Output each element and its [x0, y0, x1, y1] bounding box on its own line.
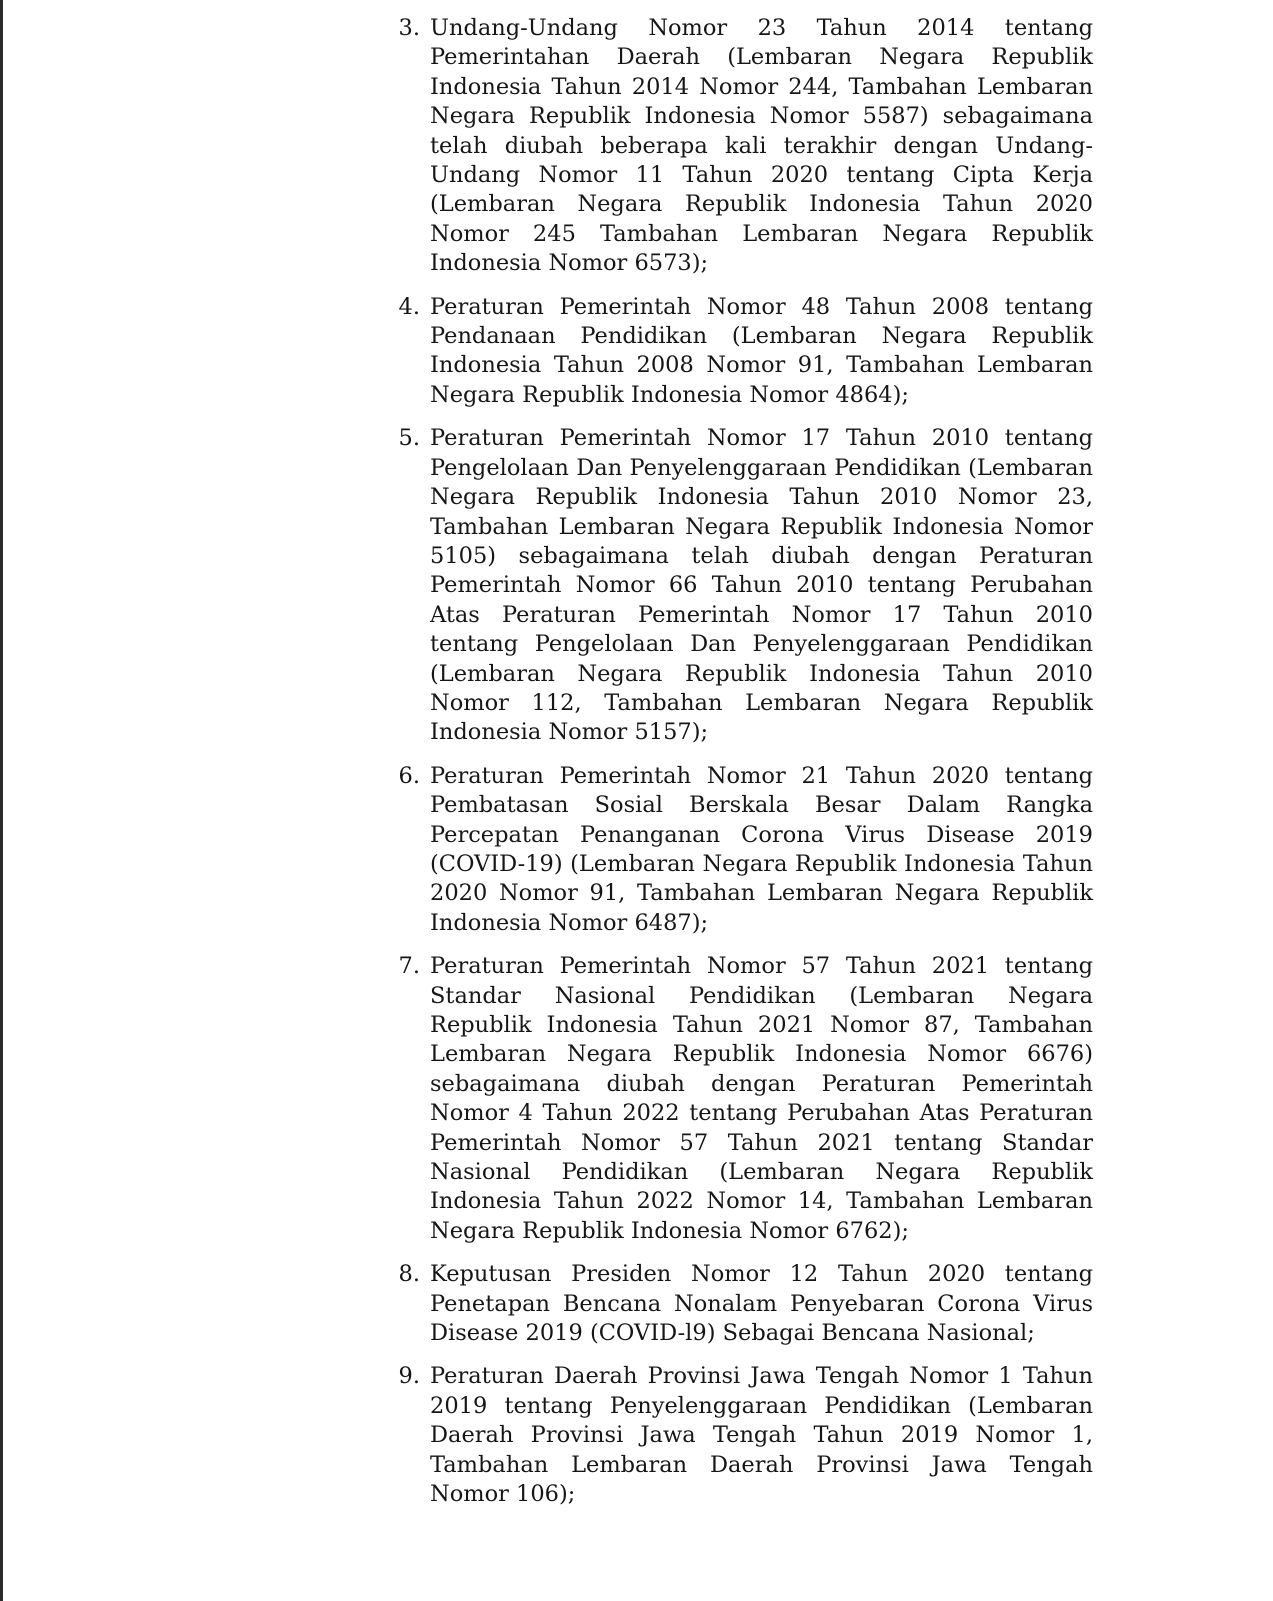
- list-item: [375, 762, 1093, 938]
- item-text: Peraturan Pemerintah Nomor 57 Tahun 2021 tentang Standar Nasional Pendidikan (Lembaran Negara Republik Indonesia Tahun 2021 Nomor 87, Tambahan Lembaran Negara Republik Indonesia Nomor 6676) sebagaimana diubah dengan Peraturan Pemerintah Nomor 4 Tahun 2022 tentang Perubahan Atas Peraturan Pemerintah Nomor 57 Tahun 2021 tentang Standar Nasional Pendidikan (Lembaran Negara Republik Indonesia Tahun 2022 Nomor 14, Tambahan Lembaran Negara Republik Indonesia Nomor 6762);: [430, 953, 1093, 1244]
- legal-basis-list: [375, 14, 1093, 1524]
- item-number: 5.: [398, 425, 420, 452]
- item-number: 6.: [398, 762, 420, 789]
- list-item: [375, 1362, 1093, 1509]
- list-item: [375, 14, 1093, 279]
- item-text: Peraturan Daerah Provinsi Jawa Tengah Nomor 1 Tahun 2019 tentang Penyelenggaraan Pendidikan (Lembaran Daerah Provinsi Jawa Tengah Tahun 2019 Nomor 1, Tambahan Lembaran Daerah Provinsi Jawa Tengah Nomor 106);: [430, 1363, 1093, 1508]
- item-number: 4.: [398, 293, 420, 320]
- item-number: 3.: [398, 15, 420, 41]
- item-number: 9.: [398, 1363, 420, 1390]
- list-item: [375, 293, 1093, 411]
- item-text: Peraturan Pemerintah Nomor 48 Tahun 2008 tentang Pendanaan Pendidikan (Lembaran Negara Republik Indonesia Tahun 2008 Nomor 91, Tambahan Lembaran Negara Republik Indonesia Nomor 4864);: [430, 293, 1093, 408]
- item-text: Peraturan Pemerintah Nomor 17 Tahun 2010 tentang Pengelolaan Dan Penyelenggaraan Pendidikan (Lembaran Negara Republik Indonesia Tahun 2010 Nomor 23, Tambahan Lembaran Negara Republik Indonesia Nomor 5105) sebagaimana telah diubah dengan Peraturan Pemerintah Nomor 66 Tahun 2010 tentang Perubahan Atas Peraturan Pemerintah Nomor 17 Tahun 2010 tentang Pengelolaan Dan Penyelenggaraan Pendidikan (Lembaran Negara Republik Indonesia Tahun 2010 Nomor 112, Tambahan Lembaran Negara Republik Indonesia Nomor 5157);: [430, 425, 1093, 746]
- item-text: Undang-Undang Nomor 23 Tahun 2014 tentang Pemerintahan Daerah (Lembaran Negara Republik Indonesia Tahun 2014 Nomor 244, Tambahan Lembaran Negara Republik Indonesia Nomor 5587) sebagaimana telah diubah beberapa kali terakhir dengan Undang-Undang Nomor 11 Tahun 2020 tentang Cipta Kerja (Lembaran Negara Republik Indonesia Tahun 2020 Nomor 245 Tambahan Lembaran Negara Republik Indonesia Nomor 6573);: [430, 15, 1093, 277]
- item-text: Keputusan Presiden Nomor 12 Tahun 2020 tentang Penetapan Bencana Nonalam Penyebaran Corona Virus Disease 2019 (COVID-l9) Sebagai Bencana Nasional;: [430, 1261, 1093, 1347]
- list-item: [375, 952, 1093, 1246]
- item-number: 7.: [398, 953, 420, 980]
- item-text: Peraturan Pemerintah Nomor 21 Tahun 2020 tentang Pembatasan Sosial Berskala Besar Dalam Rangka Percepatan Penanganan Corona Virus Disease 2019 (COVID-19) (Lembaran Negara Republik Indonesia Tahun 2020 Nomor 91, Tambahan Lembaran Negara Republik Indonesia Nomor 6487);: [430, 762, 1093, 936]
- list-item: [375, 1260, 1093, 1348]
- scan-edge: [0, 0, 3, 1601]
- list-item: [375, 424, 1093, 747]
- item-number: 8.: [398, 1261, 420, 1288]
